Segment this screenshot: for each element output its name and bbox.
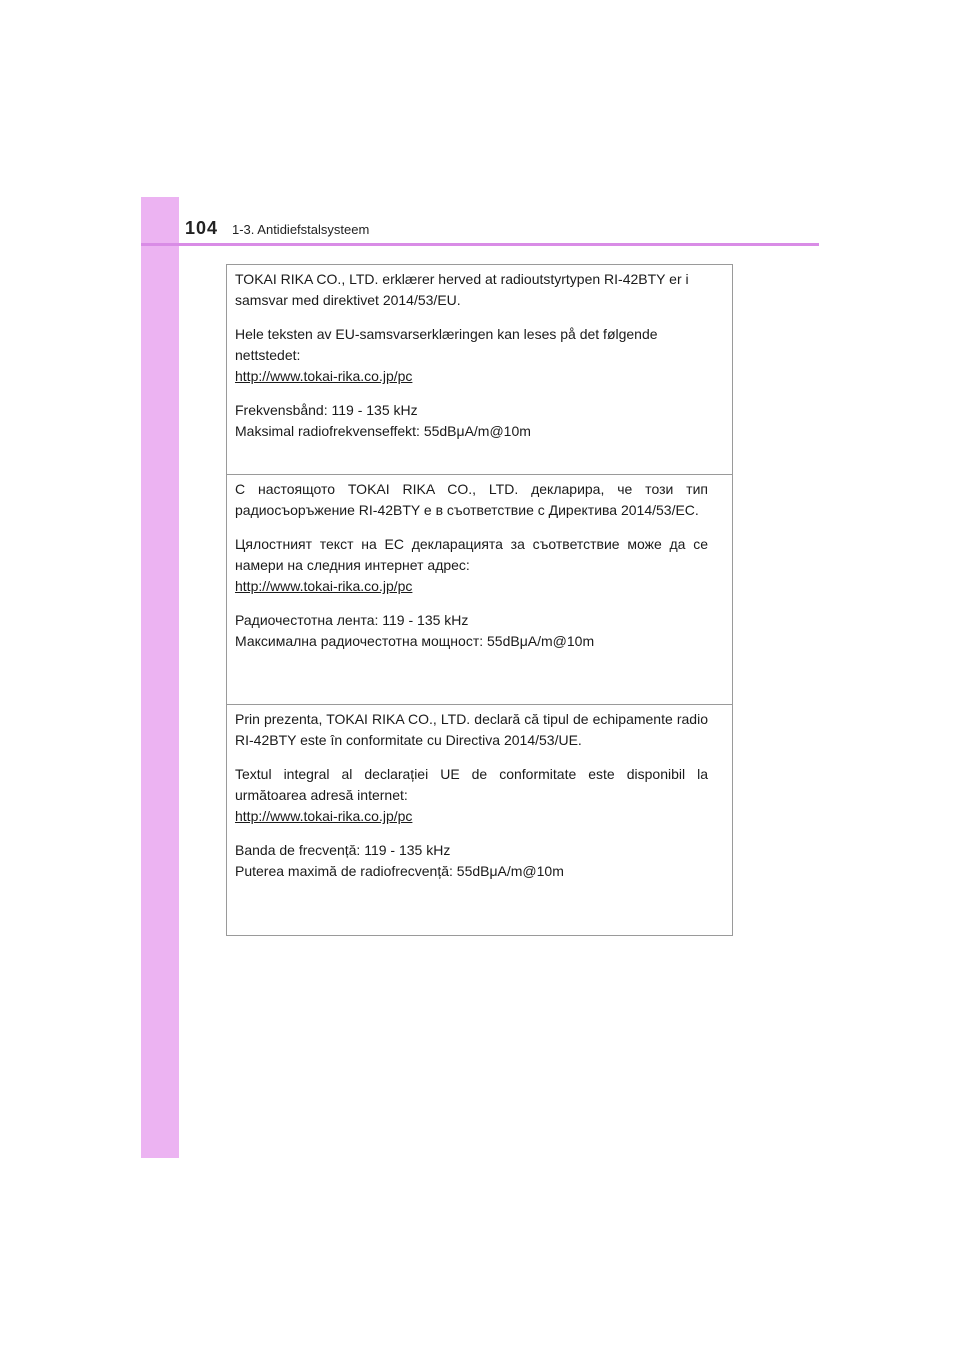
declaration-url-link[interactable]: http://www.tokai-rika.co.jp/pc bbox=[235, 578, 413, 594]
frequency-band: Радиочестотна лента: 119 - 135 kHz bbox=[235, 612, 469, 628]
declaration-url-link[interactable]: http://www.tokai-rika.co.jp/pc bbox=[235, 368, 413, 384]
specs-paragraph bbox=[235, 610, 708, 652]
frequency-band: Banda de frecvență: 119 - 135 kHz bbox=[235, 842, 451, 858]
side-tab-strip bbox=[141, 197, 179, 1158]
declaration-block-romanian bbox=[227, 704, 732, 936]
specs-paragraph bbox=[235, 400, 708, 442]
full-text-paragraph bbox=[235, 764, 708, 827]
max-power: Puterea maximă de radiofrecvență: 55dBμA/m@10m bbox=[235, 863, 564, 879]
declaration-text: TOKAI RIKA CO., LTD. erklærer herved at radioutstyrtypen RI-42BTY er i samsvar med direktivet 2014/53/EU. bbox=[235, 271, 689, 308]
declaration-url-link[interactable]: http://www.tokai-rika.co.jp/pc bbox=[235, 808, 413, 824]
full-text-intro: Цялостният текст на ЕС декларацията за съответствие може да се намери на следния интернет адрес: bbox=[235, 536, 708, 573]
specs-paragraph bbox=[235, 840, 708, 882]
page-number: 104 bbox=[185, 218, 219, 238]
declaration-text: С настоящото TOKAI RIKA CO., LTD. декларира, че този тип радиосъоръжение RI-42BTY е в съответствие с Директива 2014/53/ЕС. bbox=[235, 481, 708, 518]
declaration-block-bulgarian bbox=[227, 474, 732, 703]
max-power: Maksimal radiofrekvenseffekt: 55dBμA/m@10m bbox=[235, 423, 531, 439]
header-rule bbox=[141, 243, 819, 246]
declaration-block-norwegian bbox=[227, 265, 732, 473]
declaration-box bbox=[226, 264, 733, 936]
full-text-paragraph bbox=[235, 324, 708, 387]
full-text-intro: Hele teksten av EU-samsvarserklæringen kan leses på det følgende nettstedet: bbox=[235, 326, 658, 363]
full-text-intro: Textul integral al declarației UE de conformitate este disponibil la următoarea adresă internet: bbox=[235, 766, 708, 803]
frequency-band: Frekvensbånd: 119 - 135 kHz bbox=[235, 402, 418, 418]
full-text-paragraph bbox=[235, 534, 708, 597]
section-title: 1-3. Antidiefstalsysteem bbox=[232, 222, 370, 237]
max-power: Максимална радиочестотна мощност: 55dBμA/m@10m bbox=[235, 633, 595, 649]
declaration-text: Prin prezenta, TOKAI RIKA CO., LTD. declară că tipul de echipamente radio RI-42BTY este în conformitate cu Directiva 2014/53/UE. bbox=[235, 711, 708, 748]
